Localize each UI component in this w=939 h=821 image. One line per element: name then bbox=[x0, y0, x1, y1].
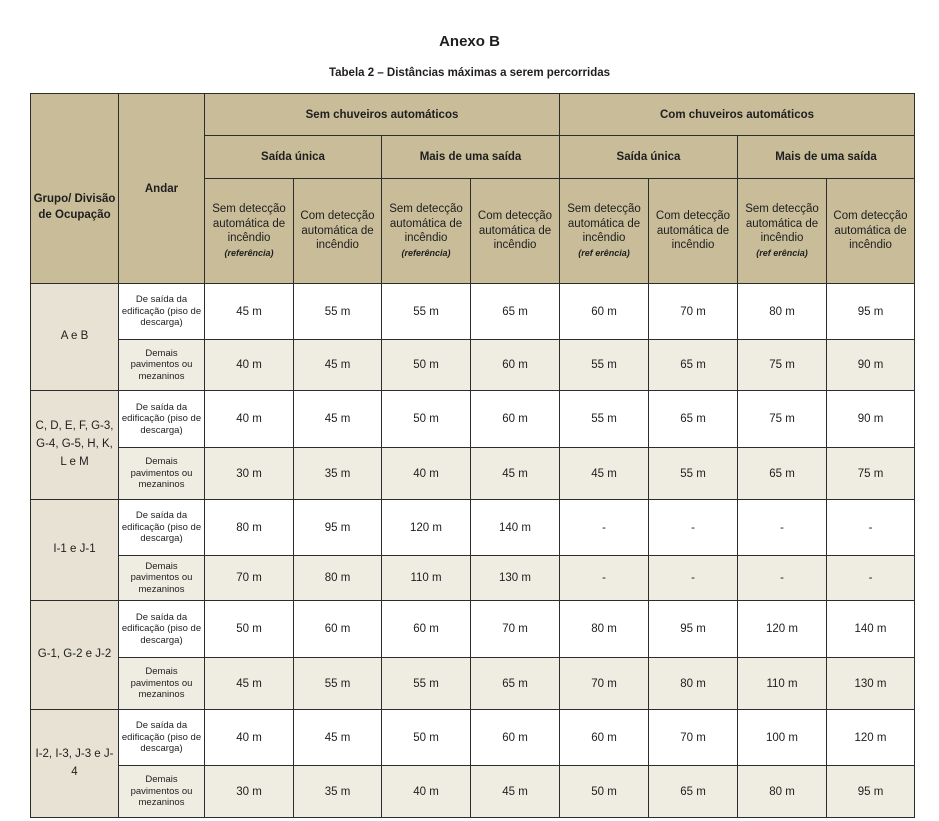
distance-table bbox=[30, 93, 915, 818]
distance-cell: 70 m bbox=[560, 658, 649, 710]
distance-cell: 60 m bbox=[294, 601, 382, 658]
distance-cell: 110 m bbox=[738, 658, 827, 710]
distance-cell: 35 m bbox=[294, 766, 382, 818]
distance-cell: 60 m bbox=[382, 601, 471, 658]
distance-cell: 75 m bbox=[738, 391, 827, 448]
distance-cell: 60 m bbox=[471, 340, 560, 391]
distance-cell: 70 m bbox=[205, 556, 294, 601]
header-com-deteccao: Com detecção automática de incêndio bbox=[827, 179, 915, 284]
distance-cell: 45 m bbox=[205, 284, 294, 340]
distance-cell: 55 m bbox=[382, 284, 471, 340]
group-label: I-1 e J-1 bbox=[31, 500, 119, 601]
distance-cell: 40 m bbox=[382, 448, 471, 500]
distance-cell: 40 m bbox=[205, 391, 294, 448]
andar-cell: Demais pavimentos ou mezaninos bbox=[119, 340, 205, 391]
header-sem-deteccao: Sem detecção automática de incêndio (referência) bbox=[205, 179, 294, 284]
distance-cell: 50 m bbox=[382, 391, 471, 448]
distance-cell: 55 m bbox=[294, 284, 382, 340]
group-label: I-2, I-3, J-3 e J-4 bbox=[31, 710, 119, 818]
distance-cell: 80 m bbox=[649, 658, 738, 710]
table-row bbox=[31, 658, 915, 710]
distance-cell: 50 m bbox=[382, 340, 471, 391]
distance-cell: 95 m bbox=[649, 601, 738, 658]
header-andar: Andar bbox=[119, 94, 205, 284]
distance-cell: 130 m bbox=[471, 556, 560, 601]
andar-cell: Demais pavimentos ou mezaninos bbox=[119, 766, 205, 818]
distance-cell: 65 m bbox=[649, 391, 738, 448]
distance-cell: 120 m bbox=[827, 710, 915, 766]
andar-cell: De saída da edificação (piso de descarga) bbox=[119, 500, 205, 556]
table-row bbox=[31, 500, 915, 556]
header-saida-unica-sem: Saída única bbox=[205, 136, 382, 179]
distance-cell: 65 m bbox=[471, 284, 560, 340]
table-row bbox=[31, 556, 915, 601]
distance-cell: - bbox=[649, 500, 738, 556]
table-row bbox=[31, 284, 915, 340]
distance-cell: 60 m bbox=[471, 710, 560, 766]
distance-cell: 45 m bbox=[294, 710, 382, 766]
distance-cell: 50 m bbox=[560, 766, 649, 818]
annex-title: Anexo B bbox=[439, 33, 500, 50]
distance-cell: 65 m bbox=[471, 658, 560, 710]
group-label: G-1, G-2 e J-2 bbox=[31, 601, 119, 710]
distance-cell: - bbox=[649, 556, 738, 601]
distance-cell: 30 m bbox=[205, 766, 294, 818]
distance-cell: 45 m bbox=[294, 340, 382, 391]
distance-cell: 90 m bbox=[827, 340, 915, 391]
distance-cell: 55 m bbox=[560, 391, 649, 448]
table-caption: Tabela 2 – Distâncias máximas a serem percorridas bbox=[328, 67, 611, 79]
header-sem-deteccao: Sem detecção automática de incêndio (referência) bbox=[382, 179, 471, 284]
header-com-deteccao: Com detecção automática de incêndio bbox=[294, 179, 382, 284]
table-row bbox=[31, 448, 915, 500]
distance-cell: 65 m bbox=[738, 448, 827, 500]
distance-cell: 95 m bbox=[827, 284, 915, 340]
header-com-chuveiros: Com chuveiros automáticos bbox=[560, 94, 915, 136]
table-row bbox=[31, 391, 915, 448]
distance-cell: - bbox=[738, 556, 827, 601]
header-sem-chuveiros: Sem chuveiros automáticos bbox=[205, 94, 560, 136]
distance-cell: 75 m bbox=[827, 448, 915, 500]
distance-cell: 90 m bbox=[827, 391, 915, 448]
distance-cell: 120 m bbox=[382, 500, 471, 556]
distance-cell: 140 m bbox=[827, 601, 915, 658]
distance-cell: 80 m bbox=[738, 766, 827, 818]
distance-cell: 40 m bbox=[205, 340, 294, 391]
distance-cell: 35 m bbox=[294, 448, 382, 500]
header-sem-deteccao: Sem detecção automática de incêndio (ref erência) bbox=[560, 179, 649, 284]
distance-cell: 40 m bbox=[205, 710, 294, 766]
andar-cell: Demais pavimentos ou mezaninos bbox=[119, 556, 205, 601]
distance-cell: 55 m bbox=[294, 658, 382, 710]
distance-cell: 45 m bbox=[560, 448, 649, 500]
distance-cell: 40 m bbox=[382, 766, 471, 818]
distance-cell: - bbox=[560, 500, 649, 556]
header-mais-saida-sem: Mais de uma saída bbox=[382, 136, 560, 179]
table-row bbox=[31, 601, 915, 658]
distance-cell: 60 m bbox=[560, 710, 649, 766]
andar-cell: Demais pavimentos ou mezaninos bbox=[119, 658, 205, 710]
distance-cell: 45 m bbox=[294, 391, 382, 448]
header-mais-saida-com: Mais de uma saída bbox=[738, 136, 915, 179]
distance-cell: 80 m bbox=[738, 284, 827, 340]
header-sem-deteccao: Sem detecção automática de incêndio (ref erência) bbox=[738, 179, 827, 284]
table-row bbox=[31, 710, 915, 766]
distance-cell: 70 m bbox=[649, 710, 738, 766]
distance-cell: 55 m bbox=[649, 448, 738, 500]
distance-cell: 55 m bbox=[382, 658, 471, 710]
distance-cell: - bbox=[827, 556, 915, 601]
distance-cell: - bbox=[738, 500, 827, 556]
distance-cell: 60 m bbox=[471, 391, 560, 448]
group-label: C, D, E, F, G-3, G-4, G-5, H, K, L e M bbox=[31, 391, 119, 500]
distance-cell: 120 m bbox=[738, 601, 827, 658]
distance-cell: 50 m bbox=[382, 710, 471, 766]
distance-cell: 80 m bbox=[205, 500, 294, 556]
distance-cell: 65 m bbox=[649, 766, 738, 818]
distance-cell: 95 m bbox=[827, 766, 915, 818]
distance-cell: 70 m bbox=[649, 284, 738, 340]
distance-cell: 80 m bbox=[294, 556, 382, 601]
distance-cell: 45 m bbox=[471, 448, 560, 500]
distance-cell: 65 m bbox=[649, 340, 738, 391]
distance-cell: 95 m bbox=[294, 500, 382, 556]
andar-cell: Demais pavimentos ou mezaninos bbox=[119, 448, 205, 500]
distance-cell: 70 m bbox=[471, 601, 560, 658]
table-row bbox=[31, 340, 915, 391]
distance-cell: 80 m bbox=[560, 601, 649, 658]
andar-cell: De saída da edificação (piso de descarga) bbox=[119, 710, 205, 766]
andar-cell: De saída da edificação (piso de descarga) bbox=[119, 601, 205, 658]
distance-cell: 30 m bbox=[205, 448, 294, 500]
andar-cell: De saída da edificação (piso de descarga) bbox=[119, 284, 205, 340]
distance-cell: 60 m bbox=[560, 284, 649, 340]
distance-cell: 140 m bbox=[471, 500, 560, 556]
distance-cell: 100 m bbox=[738, 710, 827, 766]
distance-cell: 45 m bbox=[471, 766, 560, 818]
distance-cell: 45 m bbox=[205, 658, 294, 710]
andar-cell: De saída da edificação (piso de descarga) bbox=[119, 391, 205, 448]
distance-cell: 50 m bbox=[205, 601, 294, 658]
table-header bbox=[31, 94, 915, 284]
table-body bbox=[31, 284, 915, 818]
header-grupo: Grupo/ Divisão de Ocupação bbox=[31, 94, 119, 284]
distance-cell: 55 m bbox=[560, 340, 649, 391]
distance-cell: 75 m bbox=[738, 340, 827, 391]
group-label: A e B bbox=[31, 284, 119, 391]
table-row bbox=[31, 766, 915, 818]
header-saida-unica-com: Saída única bbox=[560, 136, 738, 179]
distance-cell: 110 m bbox=[382, 556, 471, 601]
distance-cell: - bbox=[827, 500, 915, 556]
header-com-deteccao: Com detecção automática de incêndio bbox=[649, 179, 738, 284]
header-com-deteccao: Com detecção automática de incêndio bbox=[471, 179, 560, 284]
distance-cell: 130 m bbox=[827, 658, 915, 710]
distance-cell: - bbox=[560, 556, 649, 601]
